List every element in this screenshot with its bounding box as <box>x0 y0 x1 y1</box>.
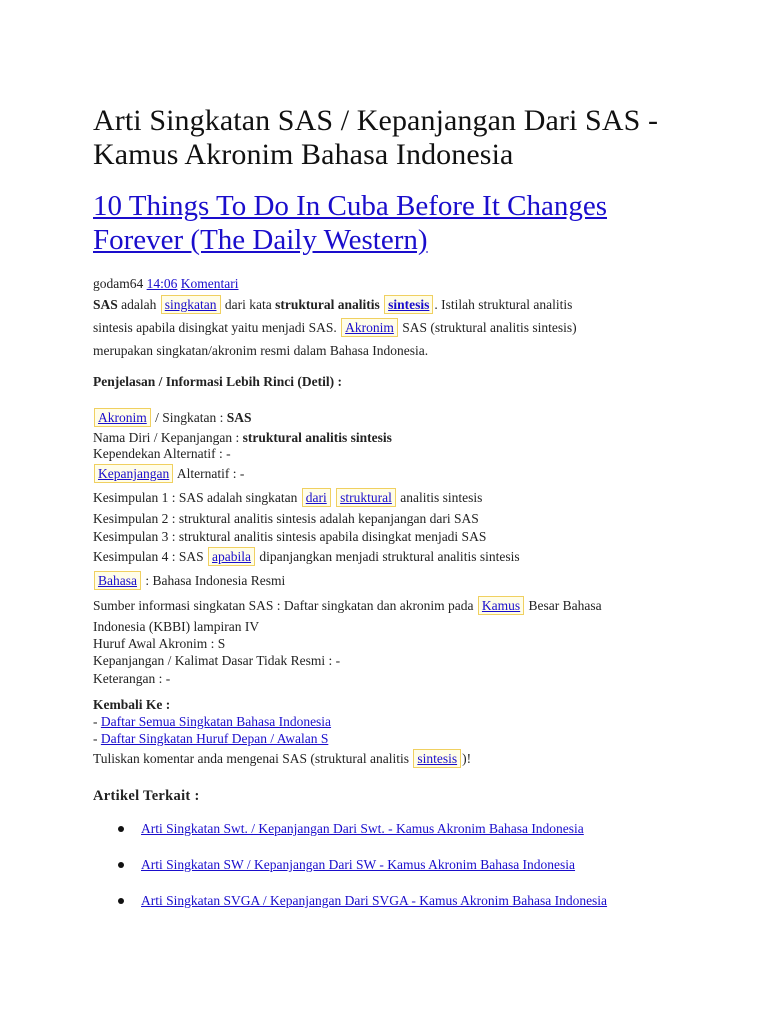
bullet-icon <box>118 898 124 904</box>
text: Kesimpulan 2 : struktural analitis sintesis adalah kepanjangan dari SAS <box>93 511 479 526</box>
text: Kepanjangan / Kalimat Dasar Tidak Resmi : - <box>93 653 341 668</box>
text: merupakan singkatan/akronim resmi dalam Bahasa Indonesia. <box>93 343 429 358</box>
related-link[interactable]: Arti Singkatan SW / Kepanjangan Dari SW - Kamus Akronim Bahasa Indonesia <box>141 857 576 872</box>
text: Sumber informasi singkatan SAS : Daftar singkatan dan akronim pada <box>93 598 477 613</box>
text: sintesis apabila disingkat yaitu menjadi SAS. <box>93 320 337 335</box>
article <box>93 104 693 257</box>
text: SAS (struktural analitis sintesis) <box>398 320 577 335</box>
back-section <box>93 696 693 771</box>
text: Tuliskan komentar anda mengenai SAS (struktural analitis <box>93 751 413 766</box>
text: Kesimpulan 3 : struktural analitis sintesis apabila disingkat menjadi SAS <box>93 529 487 544</box>
post-meta <box>93 275 239 292</box>
link-all-abbreviations[interactable]: Daftar Semua Singkatan Bahasa Indonesia <box>100 714 332 729</box>
comments-link[interactable]: Komentari <box>180 276 239 291</box>
list-item <box>93 820 713 856</box>
related-link[interactable]: Arti Singkatan Swt. / Kepanjangan Dari Swt. - Kamus Akronim Bahasa Indonesia <box>141 821 584 836</box>
text: Kependekan Alternatif : - <box>93 446 231 461</box>
related-link[interactable]: Arti Singkatan SVGA / Kepanjangan Dari SVGA - Kamus Akronim Bahasa Indonesia <box>141 893 608 908</box>
timestamp-link[interactable]: 14:06 <box>146 276 178 291</box>
text: Huruf Awal Akronim : S <box>93 636 226 651</box>
list-item <box>93 892 713 928</box>
keyword-apabila[interactable]: apabila <box>208 547 255 566</box>
text: Nama Diri / Kepanjangan : <box>93 430 243 445</box>
text: - <box>93 731 101 746</box>
intro-paragraph <box>93 293 693 362</box>
text: Indonesia (KBBI) lampiran IV <box>93 619 260 634</box>
keyword-bahasa[interactable]: Bahasa <box>94 571 141 590</box>
bullet-icon <box>118 862 124 868</box>
text: Alternatif : - <box>174 466 245 481</box>
text: Besar Bahasa <box>525 598 602 613</box>
keyword-struktural[interactable]: struktural <box>336 488 396 507</box>
text: : Bahasa Indonesia Resmi <box>141 573 286 588</box>
text: dipanjangkan menjadi struktural analitis sintesis <box>256 549 520 564</box>
text: analitis sintesis <box>396 490 483 505</box>
term: SAS <box>93 297 118 312</box>
author: godam64 <box>93 276 144 291</box>
text: Kesimpulan 4 : SAS <box>93 549 208 564</box>
text: / Singkatan : <box>151 410 227 425</box>
page-title: Arti Singkatan SAS / Kepanjangan Dari SAS - Kamus Akronim Bahasa Indonesia <box>93 104 659 171</box>
text: Kesimpulan 1 : SAS adalah singkatan <box>93 490 301 505</box>
phrase: struktural analitis <box>275 297 380 312</box>
link-letter-s[interactable]: Daftar Singkatan Huruf Depan / Awalan S <box>100 731 329 746</box>
text: . Istilah struktural analitis <box>434 297 573 312</box>
bullet-icon <box>118 826 124 832</box>
list-item <box>93 856 713 892</box>
keyword-akronim[interactable]: Akronim <box>341 318 398 337</box>
keyword-kamus[interactable]: Kamus <box>478 596 524 615</box>
keyword-dari[interactable]: dari <box>302 488 331 507</box>
detail-heading: Penjelasan / Informasi Lebih Rinci (Detil) : <box>93 374 342 389</box>
value: struktural analitis sintesis <box>242 430 392 445</box>
related-title: Artikel Terkait : <box>93 788 200 804</box>
text: - <box>93 714 101 729</box>
feature-article-link[interactable]: 10 Things To Do In Cuba Before It Changes Forever (The Daily Western) <box>93 190 607 256</box>
text: )! <box>462 751 472 766</box>
keyword-sintesis[interactable]: sintesis <box>384 295 433 314</box>
keyword-akronim-2[interactable]: Akronim <box>94 408 151 427</box>
detail-list <box>93 406 693 687</box>
back-heading: Kembali Ke : <box>93 697 171 712</box>
keyword-singkatan[interactable]: singkatan <box>161 295 221 314</box>
keyword-sintesis-2[interactable]: sintesis <box>413 749 461 768</box>
text: adalah <box>117 297 160 312</box>
keyword-kepanjangan[interactable]: Kepanjangan <box>94 464 173 483</box>
text: dari kata <box>221 297 276 312</box>
value: SAS <box>226 410 252 425</box>
text: Keterangan : - <box>93 671 171 686</box>
related-list <box>93 820 713 928</box>
